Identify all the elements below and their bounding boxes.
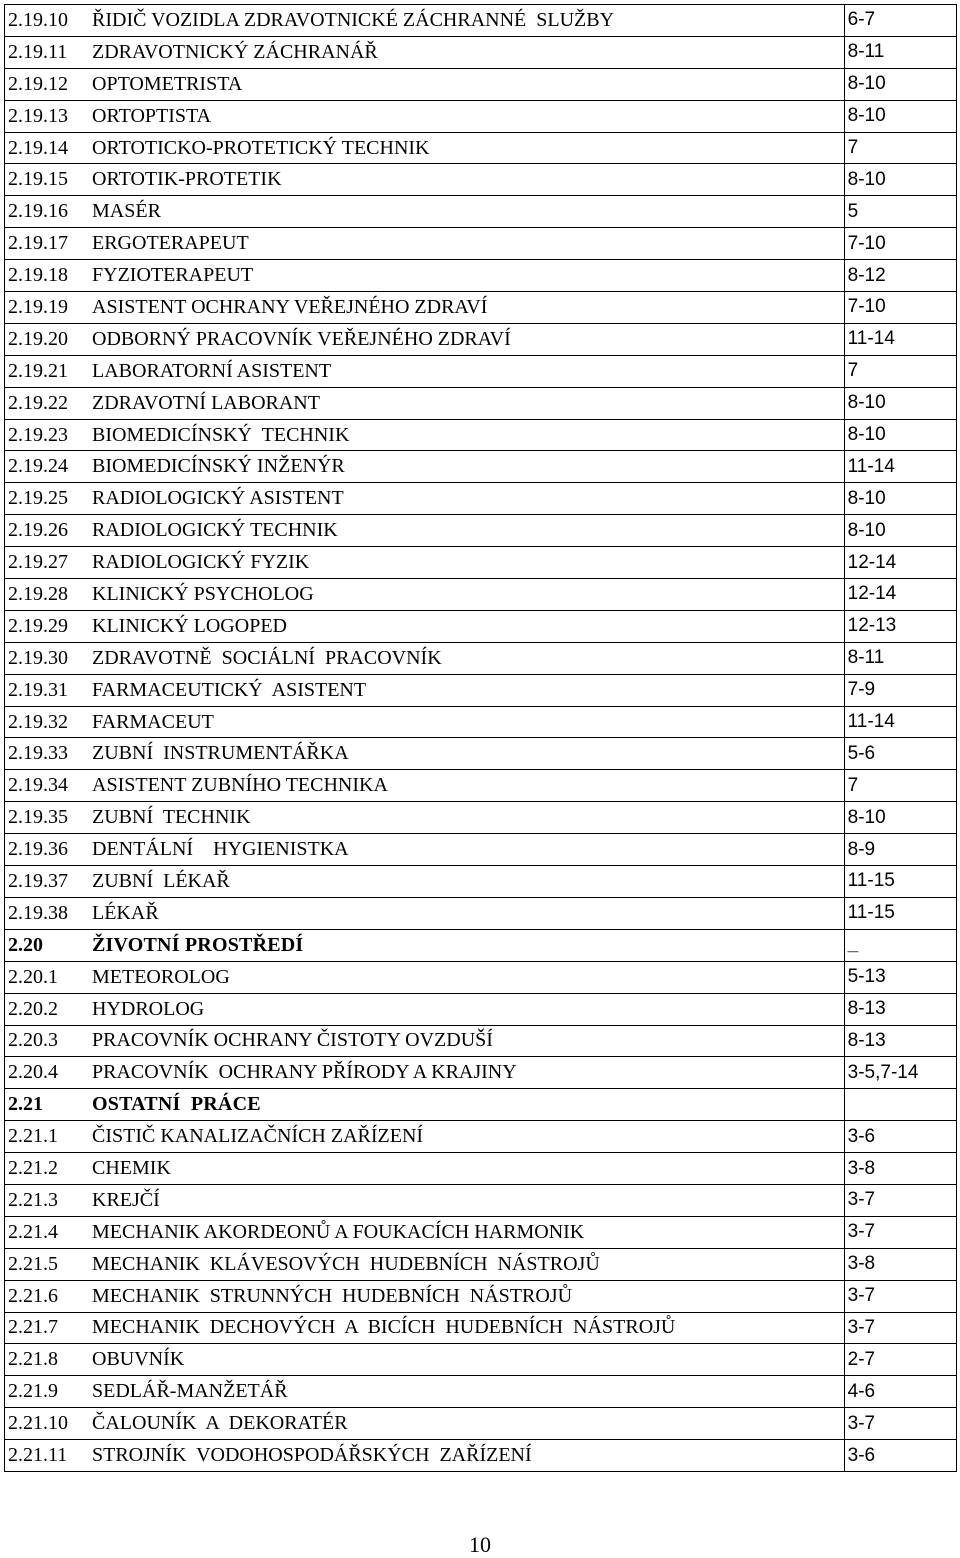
occupation-cell (5, 610, 845, 642)
grade-range: 8-10 (844, 515, 956, 547)
table-row (5, 100, 957, 132)
occupation-name: METEOROLOG (92, 965, 230, 988)
occupation-cell (5, 68, 845, 100)
occupation-name: ZUBNÍ INSTRUMENTÁŘKA (92, 742, 349, 765)
occupation-cell (5, 164, 845, 196)
occupation-name: ZDRAVOTNĚ SOCIÁLNÍ PRACOVNÍK (92, 646, 442, 669)
occupation-cell (5, 132, 845, 164)
grade-range: 3-7 (844, 1280, 956, 1312)
table-row (5, 387, 957, 419)
table-row (5, 642, 957, 674)
occupation-name: ERGOTERAPEUT (92, 232, 249, 255)
table-row (5, 897, 957, 929)
occupation-code: 2.19.27 (8, 551, 68, 574)
occupation-table-body (5, 5, 957, 1472)
occupation-name: ASISTENT OCHRANY VEŘEJNÉHO ZDRAVÍ (92, 295, 488, 318)
table-row (5, 451, 957, 483)
table-row (5, 1121, 957, 1153)
occupation-name: ČALOUNÍK A DEKORATÉR (92, 1412, 348, 1435)
occupation-name: MECHANIK STRUNNÝCH HUDEBNÍCH NÁSTROJŮ (92, 1284, 573, 1307)
occupation-code: 2.19.34 (8, 774, 68, 797)
occupation-name: FARMACEUTICKÝ ASISTENT (92, 678, 367, 701)
occupation-cell (5, 706, 845, 738)
occupation-name: KREJČÍ (92, 1188, 160, 1211)
occupation-cell (5, 1089, 845, 1121)
table-row (5, 674, 957, 706)
occupation-cell (5, 961, 845, 993)
table-row (5, 260, 957, 292)
occupation-cell (5, 1057, 845, 1089)
occupation-cell (5, 196, 845, 228)
occupation-name: ORTOTICKO-PROTETICKÝ TECHNIK (92, 136, 430, 159)
grade-range: 11-15 (844, 897, 956, 929)
table-row (5, 1344, 957, 1376)
occupation-name: MASÉR (92, 200, 161, 223)
occupation-cell (5, 770, 845, 802)
grade-range: 7-9 (844, 674, 956, 706)
table-row (5, 579, 957, 611)
occupation-name: ČISTIČ KANALIZAČNÍCH ZAŘÍZENÍ (92, 1125, 424, 1148)
grade-range: 8-13 (844, 993, 956, 1025)
occupation-code: 2.19.33 (8, 742, 68, 765)
table-row (5, 36, 957, 68)
table-row (5, 68, 957, 100)
table-row (5, 1216, 957, 1248)
grade-range: _ (844, 929, 956, 961)
occupation-code: 2.21.5 (8, 1252, 58, 1275)
grade-range: 8-10 (844, 68, 956, 100)
grade-range: 12-14 (844, 579, 956, 611)
grade-range: 4-6 (844, 1376, 956, 1408)
table-row (5, 196, 957, 228)
table-row (5, 1440, 957, 1472)
occupation-cell (5, 100, 845, 132)
occupation-code: 2.19.18 (8, 264, 68, 287)
table-row (5, 1376, 957, 1408)
table-row (5, 1057, 957, 1089)
occupation-table (4, 4, 957, 1472)
occupation-cell (5, 897, 845, 929)
occupation-code: 2.19.37 (8, 869, 68, 892)
table-row (5, 547, 957, 579)
grade-range: 3-5,7-14 (844, 1057, 956, 1089)
occupation-cell (5, 419, 845, 451)
table-row (5, 1025, 957, 1057)
occupation-name: LÉKAŘ (92, 901, 159, 924)
page-number: 10 (469, 1532, 491, 1557)
occupation-code: 2.19.30 (8, 646, 68, 669)
occupation-name: ZDRAVOTNÍ LABORANT (92, 391, 320, 414)
grade-range: 12-13 (844, 610, 956, 642)
occupation-code: 2.21.11 (8, 1444, 68, 1467)
occupation-code: 2.19.29 (8, 614, 68, 637)
grade-range: 3-7 (844, 1312, 956, 1344)
occupation-cell (5, 1408, 845, 1440)
grade-range: 11-15 (844, 866, 956, 898)
occupation-code: 2.19.32 (8, 710, 68, 733)
occupation-code: 2.21.1 (8, 1125, 58, 1148)
table-row (5, 802, 957, 834)
table-row (5, 834, 957, 866)
occupation-cell (5, 387, 845, 419)
occupation-code: 2.19.10 (8, 8, 68, 31)
occupation-code: 2.20.1 (8, 965, 58, 988)
table-row (5, 770, 957, 802)
occupation-cell (5, 547, 845, 579)
table-row (5, 5, 957, 37)
table-row (5, 419, 957, 451)
occupation-code: 2.21 (8, 1093, 43, 1116)
occupation-code: 2.19.22 (8, 391, 68, 414)
occupation-code: 2.19.11 (8, 40, 68, 63)
occupation-name: LABORATORNÍ ASISTENT (92, 359, 332, 382)
table-row (5, 1248, 957, 1280)
occupation-code: 2.21.10 (8, 1412, 68, 1435)
table-row (5, 323, 957, 355)
grade-range: 3-7 (844, 1184, 956, 1216)
grade-range (844, 1089, 956, 1121)
occupation-cell (5, 738, 845, 770)
occupation-code: 2.19.12 (8, 72, 68, 95)
grade-range: 3-7 (844, 1408, 956, 1440)
occupation-name: SEDLÁŘ-MANŽETÁŘ (92, 1380, 288, 1403)
occupation-name: RADIOLOGICKÝ ASISTENT (92, 487, 344, 510)
section-row (5, 929, 957, 961)
occupation-name: MECHANIK DECHOVÝCH A BICÍCH HUDEBNÍCH NÁSTROJŮ (92, 1316, 676, 1339)
occupation-code: 2.19.16 (8, 200, 68, 223)
occupation-cell (5, 260, 845, 292)
occupation-name: ASISTENT ZUBNÍHO TECHNIKA (92, 774, 388, 797)
table-row (5, 132, 957, 164)
table-row (5, 164, 957, 196)
occupation-cell (5, 1376, 845, 1408)
occupation-code: 2.19.23 (8, 423, 68, 446)
grade-range: 8-13 (844, 1025, 956, 1057)
occupation-cell (5, 929, 845, 961)
grade-range: 7-10 (844, 228, 956, 260)
grade-range: 7 (844, 355, 956, 387)
occupation-code: 2.21.4 (8, 1220, 58, 1243)
occupation-code: 2.19.25 (8, 487, 68, 510)
occupation-code: 2.19.14 (8, 136, 68, 159)
table-row (5, 1408, 957, 1440)
occupation-cell (5, 1121, 845, 1153)
occupation-cell (5, 579, 845, 611)
grade-range: 8-11 (844, 642, 956, 674)
occupation-name: ORTOPTISTA (92, 104, 212, 127)
occupation-code: 2.19.21 (8, 359, 68, 382)
table-row (5, 706, 957, 738)
occupation-code: 2.21.6 (8, 1284, 58, 1307)
table-row (5, 515, 957, 547)
grade-range: 7 (844, 132, 956, 164)
grade-range: 8-10 (844, 419, 956, 451)
occupation-code: 2.19.38 (8, 901, 68, 924)
table-row (5, 1312, 957, 1344)
occupation-cell (5, 802, 845, 834)
occupation-cell (5, 674, 845, 706)
occupation-code: 2.21.8 (8, 1348, 58, 1371)
occupation-name: ZDRAVOTNICKÝ ZÁCHRANÁŘ (92, 40, 378, 63)
occupation-cell (5, 228, 845, 260)
occupation-code: 2.19.26 (8, 519, 68, 542)
grade-range: 8-10 (844, 387, 956, 419)
occupation-cell (5, 1248, 845, 1280)
occupation-code: 2.19.24 (8, 455, 68, 478)
occupation-code: 2.19.15 (8, 168, 68, 191)
grade-range: 3-7 (844, 1216, 956, 1248)
occupation-name: CHEMIK (92, 1157, 171, 1179)
occupation-cell (5, 993, 845, 1025)
table-row (5, 993, 957, 1025)
grade-range: 8-10 (844, 483, 956, 515)
grade-range: 2-7 (844, 1344, 956, 1376)
occupation-name: ODBORNÝ PRACOVNÍK VEŘEJNÉHO ZDRAVÍ (92, 327, 511, 350)
table-row (5, 483, 957, 515)
occupation-cell (5, 1312, 845, 1344)
occupation-code: 2.19.17 (8, 232, 68, 255)
occupation-name: KLINICKÝ LOGOPED (92, 614, 287, 637)
occupation-cell (5, 483, 845, 515)
occupation-code: 2.21.3 (8, 1188, 58, 1211)
occupation-name: OSTATNÍ PRÁCE (92, 1093, 261, 1116)
occupation-name: ORTOTIK-PROTETIK (92, 168, 282, 191)
grade-range: 11-14 (844, 706, 956, 738)
grade-range: 3-8 (844, 1153, 956, 1185)
occupation-cell (5, 1344, 845, 1376)
occupation-name: ŽIVOTNÍ PROSTŘEDÍ (92, 933, 304, 956)
occupation-cell (5, 451, 845, 483)
occupation-cell (5, 866, 845, 898)
occupation-code: 2.19.31 (8, 678, 68, 701)
occupation-cell (5, 292, 845, 324)
grade-range: 3-6 (844, 1440, 956, 1472)
grade-range: 7-10 (844, 292, 956, 324)
occupation-cell (5, 1184, 845, 1216)
occupation-name: ŘIDIČ VOZIDLA ZDRAVOTNICKÉ ZÁCHRANNÉ SLUŽBY (92, 8, 615, 31)
grade-range: 8-10 (844, 100, 956, 132)
occupation-name: HYDROLOG (92, 997, 205, 1020)
occupation-cell (5, 515, 845, 547)
table-row (5, 228, 957, 260)
table-row (5, 355, 957, 387)
occupation-name: OPTOMETRISTA (92, 72, 243, 95)
table-row (5, 292, 957, 324)
occupation-code: 2.19.36 (8, 838, 68, 861)
grade-range: 3-6 (844, 1121, 956, 1153)
table-row (5, 961, 957, 993)
table-row (5, 738, 957, 770)
occupation-cell (5, 1440, 845, 1472)
table-row (5, 866, 957, 898)
grade-range: 12-14 (844, 547, 956, 579)
occupation-code: 2.19.19 (8, 295, 68, 318)
grade-range: 8-12 (844, 260, 956, 292)
grade-range: 11-14 (844, 451, 956, 483)
occupation-cell (5, 1153, 845, 1185)
grade-range: 8-9 (844, 834, 956, 866)
grade-range: 8-10 (844, 802, 956, 834)
occupation-cell (5, 1280, 845, 1312)
occupation-name: RADIOLOGICKÝ TECHNIK (92, 519, 338, 542)
occupation-code: 2.21.9 (8, 1380, 58, 1403)
grade-range: 11-14 (844, 323, 956, 355)
occupation-name: BIOMEDICÍNSKÝ INŽENÝR (92, 455, 345, 478)
occupation-cell (5, 1216, 845, 1248)
table-row (5, 1184, 957, 1216)
grade-range: 5-6 (844, 738, 956, 770)
occupation-name: ZUBNÍ TECHNIK (92, 806, 251, 829)
occupation-cell (5, 642, 845, 674)
grade-range: 8-10 (844, 164, 956, 196)
occupation-code: 2.19.35 (8, 806, 68, 829)
occupation-name: PRACOVNÍK OCHRANY PŘÍRODY A KRAJINY (92, 1061, 517, 1084)
occupation-cell (5, 323, 845, 355)
occupation-cell (5, 5, 845, 37)
occupation-name: MECHANIK AKORDEONŮ A FOUKACÍCH HARMONIK (92, 1220, 585, 1243)
occupation-cell (5, 355, 845, 387)
grade-range: 5-13 (844, 961, 956, 993)
occupation-name: RADIOLOGICKÝ FYZIK (92, 551, 310, 574)
occupation-code: 2.20.2 (8, 997, 58, 1020)
occupation-name: OBUVNÍK (92, 1348, 185, 1371)
grade-range: 3-8 (844, 1248, 956, 1280)
grade-range: 7 (844, 770, 956, 802)
occupation-code: 2.19.20 (8, 327, 68, 350)
occupation-code: 2.20 (8, 933, 43, 956)
table-row (5, 1280, 957, 1312)
occupation-cell (5, 36, 845, 68)
occupation-cell (5, 834, 845, 866)
section-row (5, 1089, 957, 1121)
occupation-code: 2.19.28 (8, 582, 68, 605)
occupation-name: FARMACEUT (92, 710, 214, 733)
occupation-cell (5, 1025, 845, 1057)
occupation-code: 2.20.3 (8, 1029, 58, 1052)
table-row (5, 1153, 957, 1185)
occupation-name: PRACOVNÍK OCHRANY ČISTOTY OVZDUŠÍ (92, 1029, 493, 1052)
occupation-code: 2.20.4 (8, 1061, 58, 1084)
grade-range: 6-7 (844, 5, 956, 37)
occupation-name: STROJNÍK VODOHOSPODÁŘSKÝCH ZAŘÍZENÍ (92, 1444, 532, 1467)
occupation-name: MECHANIK KLÁVESOVÝCH HUDEBNÍCH NÁSTROJŮ (92, 1252, 600, 1275)
occupation-code: 2.21.2 (8, 1157, 58, 1179)
table-row (5, 610, 957, 642)
grade-range: 5 (844, 196, 956, 228)
occupation-name: KLINICKÝ PSYCHOLOG (92, 582, 314, 605)
occupation-name: ZUBNÍ LÉKAŘ (92, 869, 230, 892)
occupation-name: DENTÁLNÍ HYGIENISTKA (92, 838, 349, 861)
occupation-code: 2.21.7 (8, 1316, 58, 1339)
grade-range: 8-11 (844, 36, 956, 68)
occupation-code: 2.19.13 (8, 104, 68, 127)
occupation-name: FYZIOTERAPEUT (92, 264, 254, 287)
occupation-name: BIOMEDICÍNSKÝ TECHNIK (92, 423, 350, 446)
